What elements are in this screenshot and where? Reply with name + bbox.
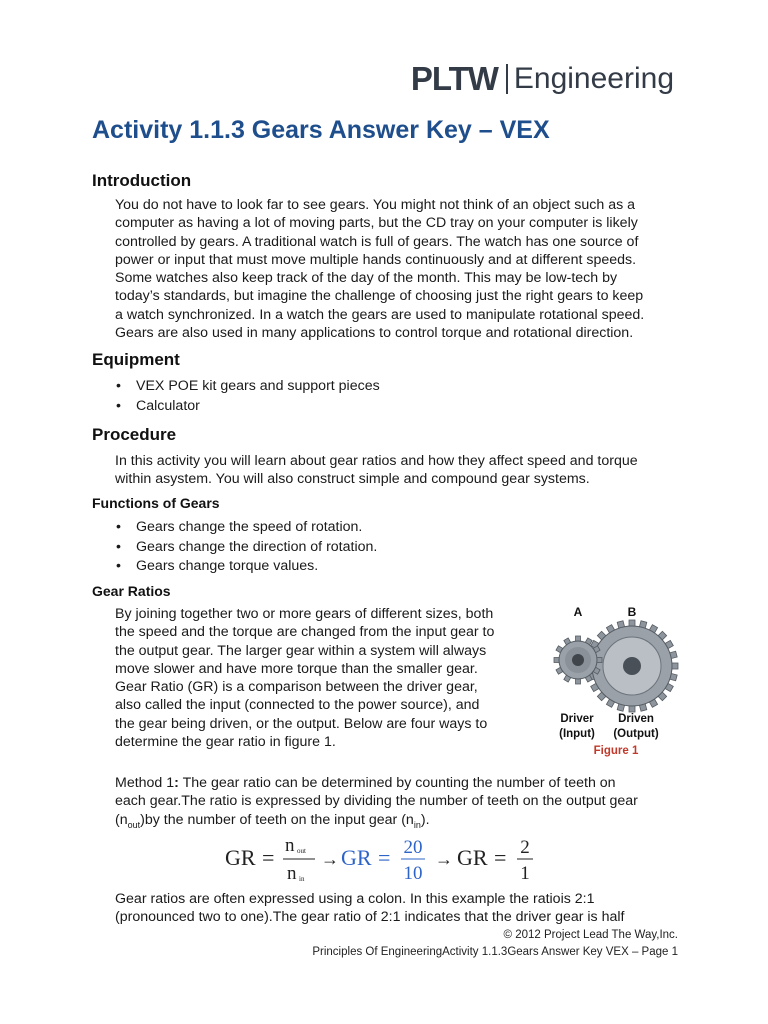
- text-line: a watch synchronized. In a watch the gears are used to manipulate rotational speed.: [115, 306, 645, 323]
- method1-line1: The gear ratio can be determined by counting the number of teeth on: [178, 775, 616, 791]
- text-line: You do not have to look far to see gears. You might not think of an object such as a: [115, 197, 636, 213]
- text-line: computer as having a lot of moving parts, but the CD tray on your computer is likely: [115, 215, 638, 232]
- figure-caption: Figure 1: [593, 745, 639, 757]
- text-line: the speed and the torque are changed from the input gear to: [115, 624, 495, 641]
- page-title: Activity 1.1.3 Gears Answer Key – VEX: [92, 116, 550, 144]
- method1-text: [115, 774, 638, 834]
- list-item: • Gears change the speed of rotation.: [115, 518, 377, 538]
- text-line: power or input that must move multiple hands continuously and at different speeds.: [115, 251, 637, 268]
- arrow-icon: →: [321, 849, 339, 869]
- text-line: By joining together two or more gears of different sizes, both: [115, 606, 494, 622]
- text-line: the output gear. The larger gear within a system will always: [115, 642, 487, 659]
- functions-heading: Functions of Gears: [92, 495, 220, 511]
- introduction-text: [115, 196, 644, 342]
- text-line: Gear ratios are often expressed using a colon. In this example the ratiois 2:1: [115, 891, 595, 907]
- text-line: (pronounced two to one).The gear ratio of 2:1 indicates that the driver gear is half: [115, 909, 625, 926]
- formula-gr-result: GR: [457, 845, 488, 870]
- driven-sub-label: (Output): [613, 728, 659, 740]
- method1-label: Method 1: [115, 775, 175, 791]
- text-line: Gear Ratio (GR) is a comparison between the driver gear,: [115, 679, 478, 696]
- logo-brand: PLTW: [410, 60, 498, 97]
- list-item: • VEX POE kit gears and support pieces: [115, 377, 380, 397]
- method1-colon: :: [174, 775, 179, 791]
- gear-label-a: A: [573, 605, 583, 619]
- driver-label: Driver: [560, 713, 594, 725]
- formula-num-20: 20: [403, 837, 423, 858]
- equipment-heading: Equipment: [92, 350, 180, 369]
- text-line: each gear.The ratio is expressed by dividing the number of teeth on the output gear: [115, 793, 638, 810]
- formula-n-out: n: [285, 835, 295, 856]
- logo-product: Engineering: [513, 62, 674, 95]
- text-fragment: )by the number of teeth on the input gear (n: [140, 811, 414, 828]
- formula-equals: =: [262, 845, 275, 870]
- equipment-list: [115, 377, 380, 416]
- formula-sub-out: out: [297, 847, 306, 855]
- pltw-logo: [411, 60, 674, 98]
- formula-equals-highlight: =: [378, 845, 391, 870]
- subscript-in: in: [413, 819, 421, 830]
- formula-n-in: n: [287, 863, 297, 884]
- gear-ratios-text: [115, 605, 494, 751]
- text-line: Some watches also keep track of the day of the month. This may be low-tech by: [115, 270, 618, 287]
- text-fragment: ).: [420, 811, 430, 828]
- text-line: the gear being driven, or the output. Below are four ways to: [115, 715, 488, 732]
- text-line: controlled by gears. A traditional watch is full of gears. The watch has one source of: [115, 233, 639, 250]
- gear-label-b: B: [627, 605, 637, 619]
- footer-course: Principles Of EngineeringActivity 1.1.3Gears Answer Key VEX – Page 1: [312, 946, 678, 958]
- colon-text: [115, 890, 624, 927]
- logo-divider: [506, 64, 508, 94]
- text-line: within asystem. You will also construct simple and compound gear systems.: [115, 471, 590, 488]
- formula-sub-in: in: [299, 875, 305, 883]
- driven-gear-icon: [586, 620, 678, 712]
- list-item: • Calculator: [115, 397, 380, 417]
- introduction-heading: Introduction: [92, 171, 192, 190]
- subscript-out: out: [127, 819, 141, 830]
- procedure-text: [115, 452, 638, 489]
- text-line: [115, 811, 638, 834]
- text-line: Gears are also used in many applications to control torque and rotational direction.: [115, 325, 634, 342]
- functions-list: [115, 518, 377, 577]
- formula-den-10: 10: [403, 863, 423, 884]
- formula-gr-highlight: GR: [341, 845, 372, 870]
- gear-ratio-formula: [225, 833, 555, 885]
- gear-ratios-heading: Gear Ratios: [92, 583, 171, 599]
- text-line: [115, 774, 638, 792]
- formula-gr: GR: [225, 845, 256, 870]
- gear-figure: [548, 600, 688, 760]
- text-line: move slower and have more torque than the smaller gear.: [115, 660, 478, 677]
- text-line: also called the input (connected to the power source), and: [115, 697, 480, 714]
- text-line: In this activity you will learn about gear ratios and how they affect speed and torque: [115, 453, 638, 469]
- footer-copyright: © 2012 Project Lead The Way,Inc.: [503, 929, 678, 941]
- formula-num-2: 2: [520, 837, 530, 858]
- formula-equals-result: =: [494, 845, 507, 870]
- list-item: • Gears change torque values.: [115, 557, 377, 577]
- driven-label: Driven: [618, 713, 654, 725]
- arrow-icon: →: [435, 849, 453, 869]
- text-line: today’s standards, but imagine the challenge of choosing just the right gears to keep: [115, 288, 644, 305]
- text-fragment: (n: [115, 811, 128, 828]
- formula-den-1: 1: [520, 863, 530, 884]
- text-line: determine the gear ratio in figure 1.: [115, 734, 336, 751]
- list-item: • Gears change the direction of rotation.: [115, 538, 377, 558]
- procedure-heading: Procedure: [92, 425, 177, 444]
- driver-sub-label: (Input): [559, 728, 595, 740]
